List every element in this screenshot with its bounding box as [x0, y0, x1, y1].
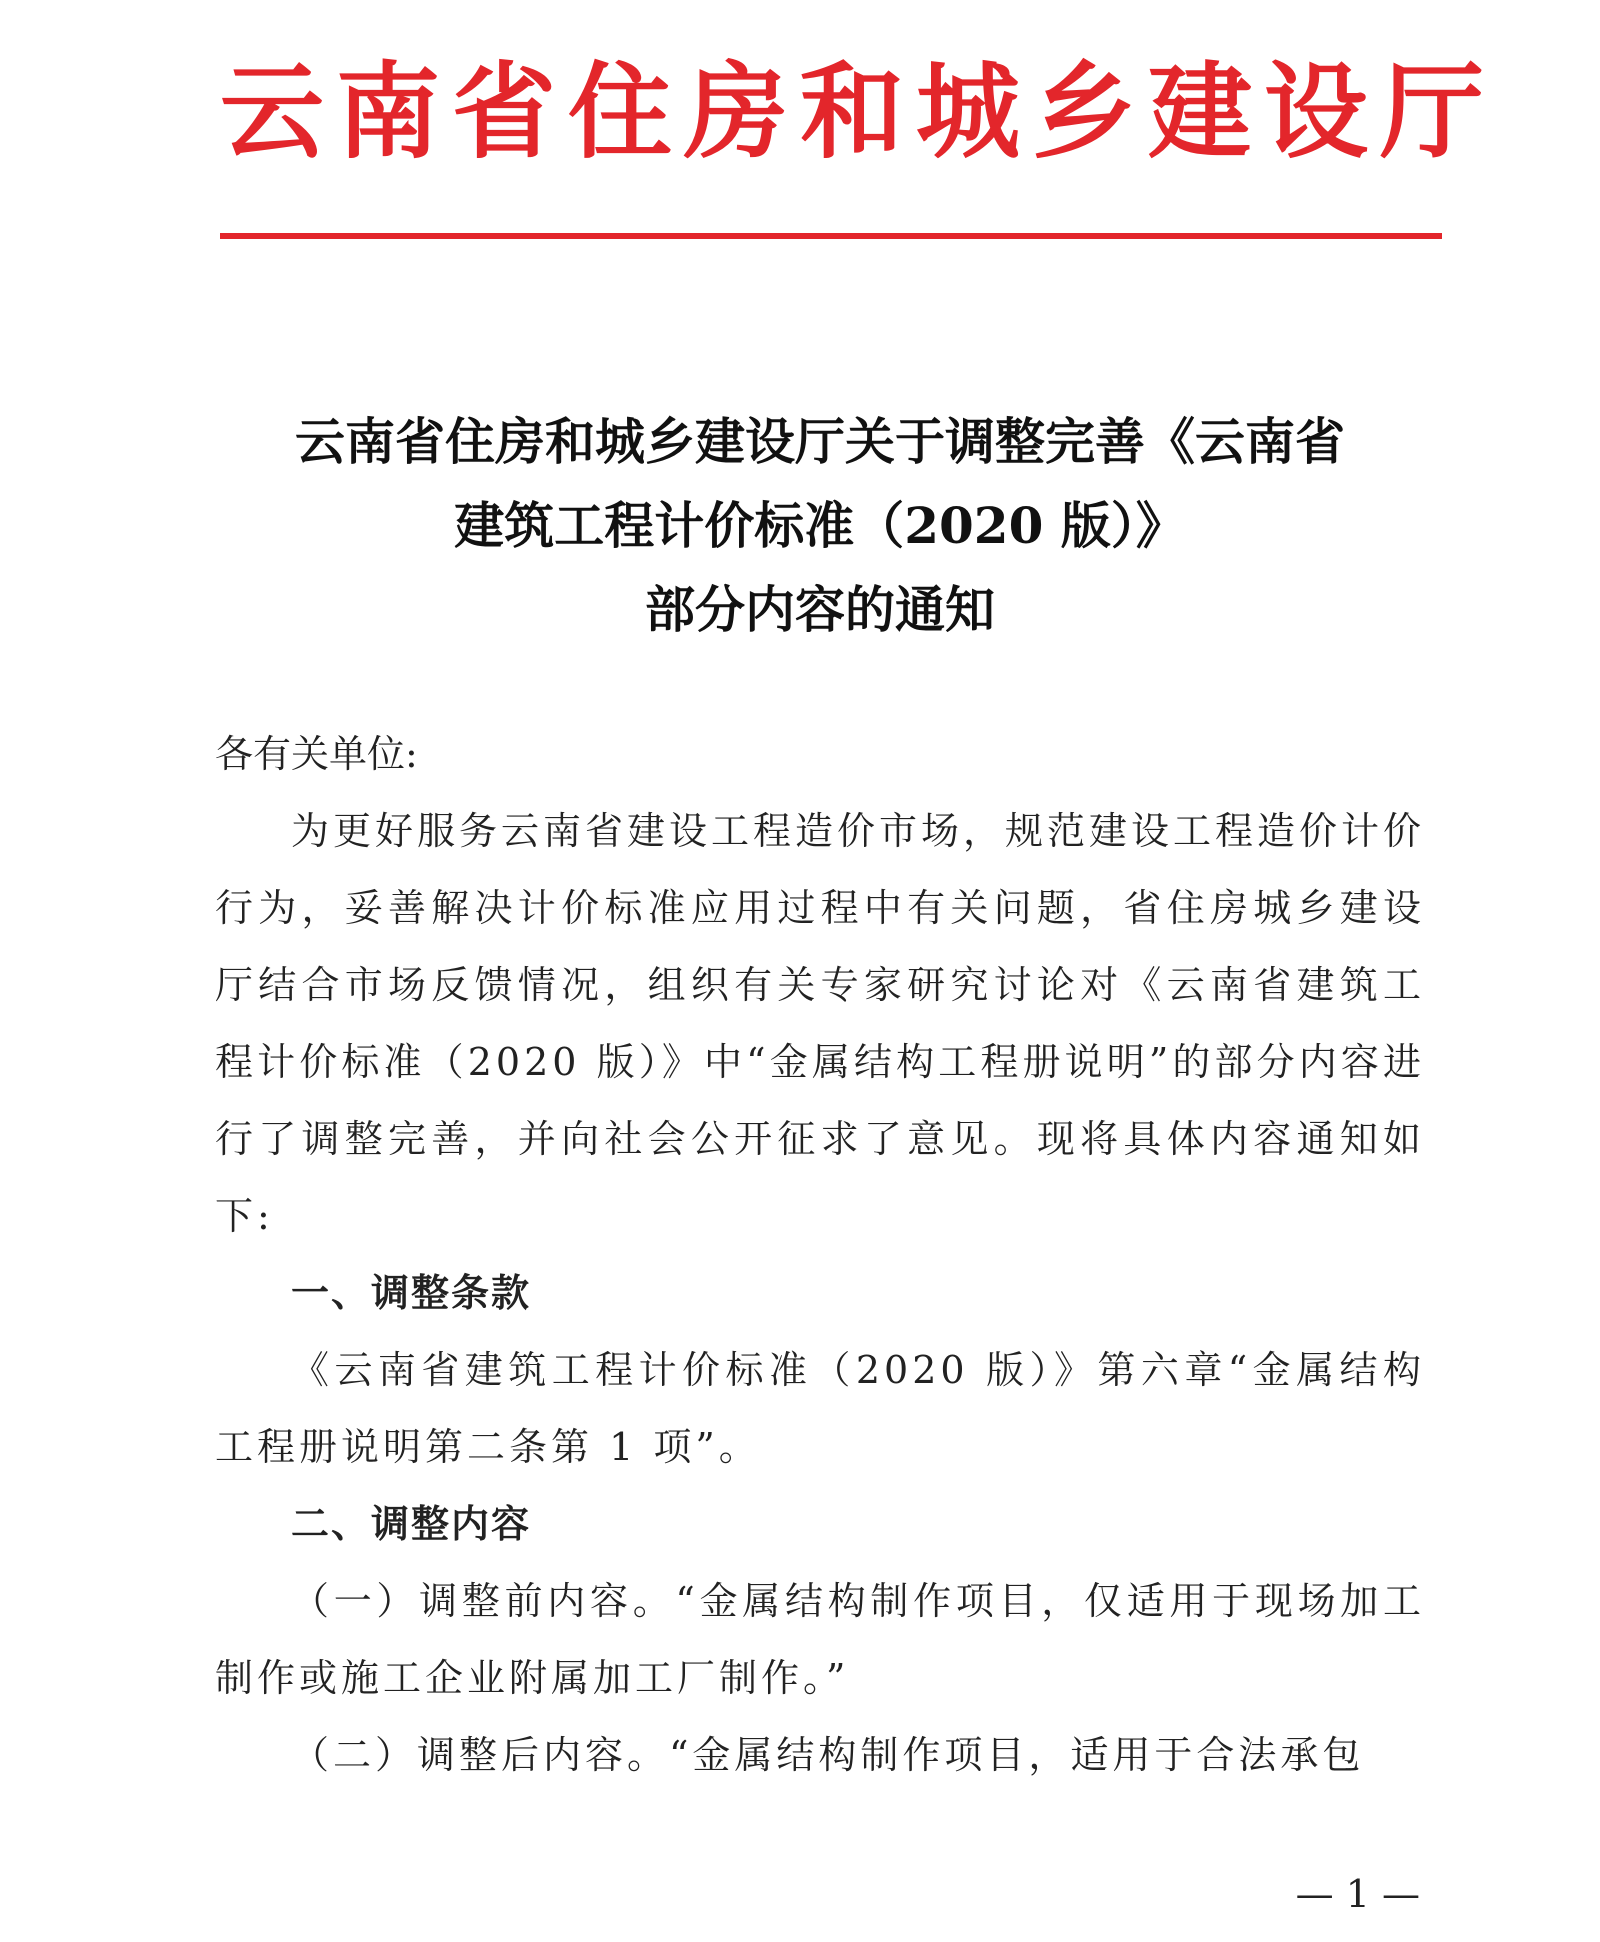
section-2-item-1: （一）调整前内容。“金属结构制作项目，仅适用于现场加工制作或施工企业附属加工厂制作。”	[215, 1579, 1425, 1700]
document-body	[215, 716, 1425, 1794]
document-title	[200, 400, 1440, 652]
section-1-text: 《云南省建筑工程计价标准（2020 版）》第六章“金属结构工程册说明第二条第 1 项”。	[215, 1348, 1425, 1469]
section-1-heading: 一、调整条款	[291, 1271, 532, 1315]
title-line-2: 建筑工程计价标准（2020 版）》	[454, 496, 1186, 555]
intro-paragraph: 为更好服务云南省建设工程造价市场，规范建设工程造价计价行为，妥善解决计价标准应用过程中有关问题，省住房城乡建设厅结合市场反馈情况，组织有关专家研究讨论对《云南省建筑工程计价标准（2020 版）》中“金属结构工程册说明”的部分内容进行了调整完善，并向社会公开征求了意见。现将具体内容通知如下:	[215, 809, 1426, 1238]
section-2-item-2: （二）调整后内容。“金属结构制作项目，适用于合法承包	[291, 1733, 1365, 1777]
salutation: 各有关单位:	[215, 732, 418, 776]
letterhead-organization: 云南省住房和城乡建设厅	[220, 51, 1497, 173]
page-number: — 1 —	[1295, 1872, 1420, 1916]
title-line-1: 云南省住房和城乡建设厅关于调整完善《云南省	[295, 412, 1345, 471]
letterhead-red-rule	[220, 233, 1442, 239]
title-line-3: 部分内容的通知	[645, 580, 995, 639]
section-2-heading: 二、调整内容	[291, 1502, 532, 1546]
